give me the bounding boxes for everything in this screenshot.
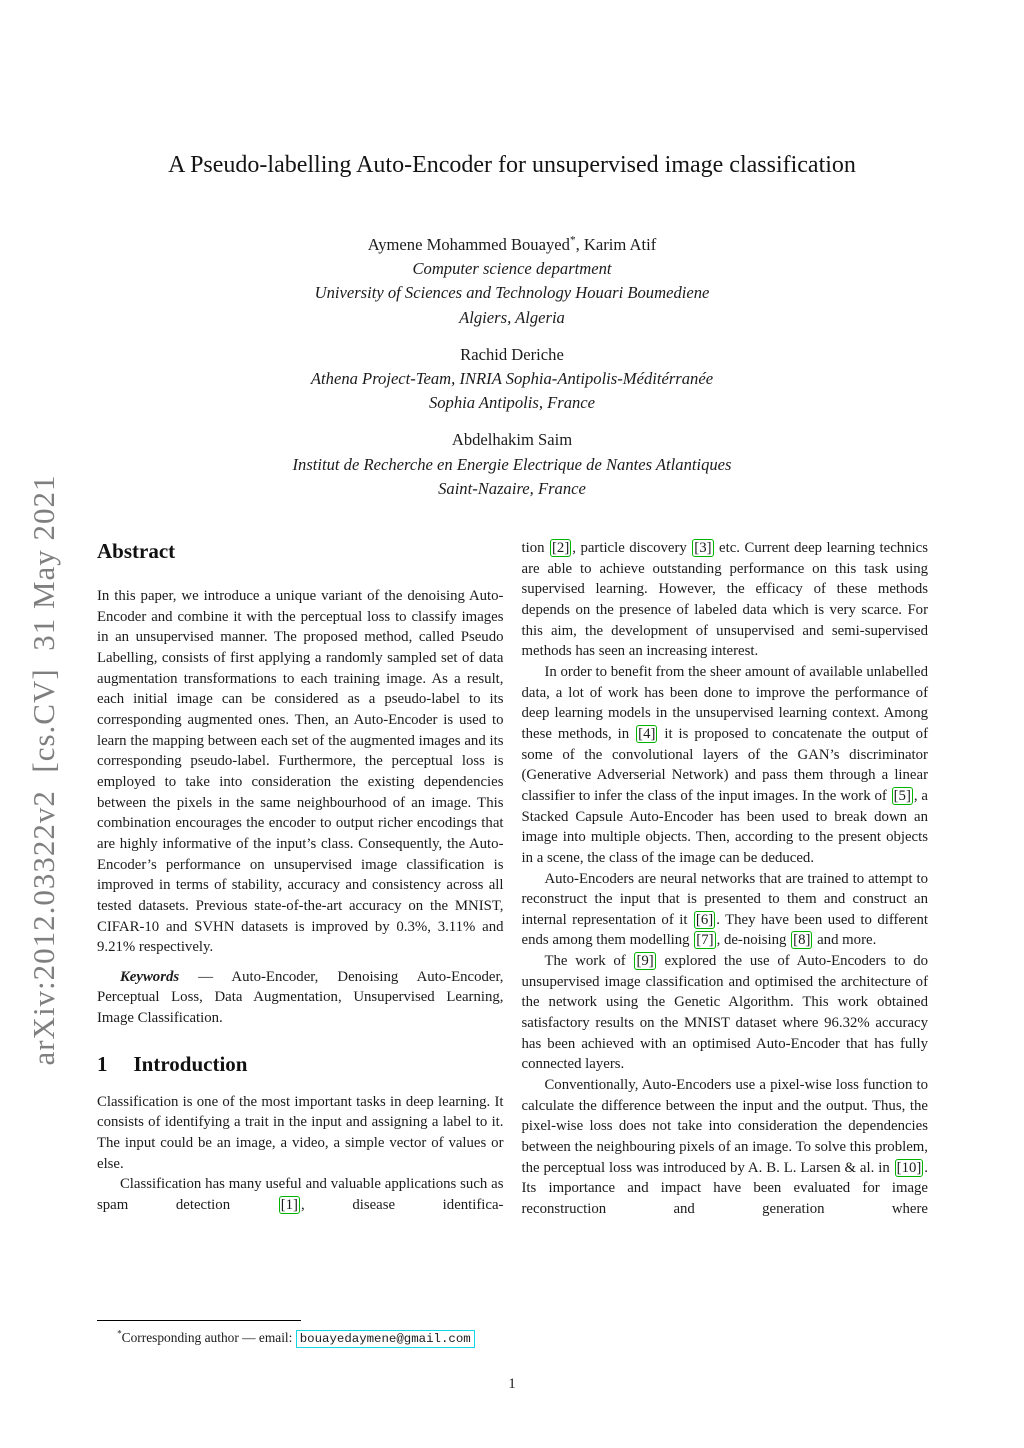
section-title: Introduction [133,1051,248,1076]
author-block [0,343,1024,416]
keywords-label: Keywords [119,968,180,985]
citation-link[interactable]: [6] [695,911,714,928]
footnote [97,1320,504,1349]
abstract-heading: Abstract [97,539,176,563]
author-block [0,428,1024,501]
author-affiliation-line: Algiers, Algeria [459,307,565,327]
citation-link[interactable]: [1] [280,1197,298,1214]
body-paragraph: Auto-Encoders are neural networks that are trained to attempt to reconstruct the input that is presented to them and construct an internal representation of it [6] . They have been used to different ends among them modelling [7] , de-noising [8] and more. [521,870,928,949]
author-affiliation-line: Computer science department [412,259,612,279]
citation-link[interactable]: [4] [638,725,656,742]
citation-link[interactable]: [10] [896,1159,922,1176]
column-left [97,538,504,1216]
citation-link[interactable]: [7] [696,932,714,949]
two-column-body [97,538,928,1220]
author-names: Abdelhakim Saim [451,430,573,450]
body-paragraph: Classification has many useful and valuable applications such as spam detection [1] , disease identifica- [97,1176,504,1214]
footnote-text [97,1328,504,1349]
author-names: Rachid Deriche [460,344,564,364]
citation-link[interactable]: [9] [636,953,654,970]
footnote-rule [97,1320,301,1321]
citation-link[interactable]: [8] [793,932,811,949]
author-affiliation-line: Institut de Recherche en Energie Electrique de Nantes Atlantiques [292,454,732,474]
author-affiliation-line: Sophia Antipolis, France [428,393,596,413]
body-paragraph: Conventionally, Auto-Encoders use a pixel-wise loss function to calculate the difference between the input and the output. Thus, the pixel-wise loss does not take into consideration the dependencies between the neighbouring pixels of an image. To solve this problem, the perceptual loss was introduced by A. B. L. Larsen & al. in [10] . Its importance and impact have been evaluated for image reconstruction and generation where [521,1077,928,1217]
superscript-mark: * [117,1328,122,1339]
abstract-text: In this paper, we introduce a unique variant of the denoising Auto-Encoder and combine it with the perceptual loss to classify images in an unsupervised manner. The proposed method, called Pseudo Labelling, consists of first applying a randomly sampled set of data augmentation transformations to each training image. As a result, each initial image can be considered as a pseudo-label to its corresponding augmented ones. Then, an Auto-Encoder is used to learn the mapping between each set of the augmented images and its corresponding pseudo-label. Furthermore, the perceptual loss is employed to take into consideration the existing dependencies between the pixels in the same neighbourhood of an image. This combination encourages the encoder to output richer encodings that are highly informative of the input’s class. Consequently, the Auto-Encoder’s performance on unsupervised image classification is improved in terms of stability, accuracy and consistency across all tested datasets. Previous state-of-the-art accuracy on the MNIST, CIFAR-10 and SVHN datasets is improved by 0.3%, 3.11% and 9.21% respectively. [97,588,504,956]
author-names: Aymene Mohammed Bouayed*, Karim Atif [367,234,657,254]
arxiv-watermark: arXiv:2012.03322v2 [cs.CV] 31 May 2021 [26,474,61,1066]
corresponding-email-link[interactable]: bouayedaymene@gmail.com [296,1330,475,1348]
author-block [0,233,1024,330]
citation-link[interactable]: [5] [893,787,911,804]
paper-title: A Pseudo-labelling Auto-Encoder for unsupervised image classification [168,152,856,178]
author-list [0,233,1024,514]
body-paragraph: Classification is one of the most important tasks in deep learning. It consists of identifying a trait in the input and assigning a label to it. The input could be an image, a video, a simple vector of values or else. [97,1093,504,1172]
author-affiliation-line: Athena Project-Team, INRIA Sophia-Antipolis-Méditérranée [310,369,714,389]
keywords-text: — Auto-Encoder, Denoising Auto-Encoder, Perceptual Loss, Data Augmentation, Unsupervised Learning, Image Classification. [97,968,504,1027]
body-paragraph: The work of [9] explored the use of Auto-Encoders to do unsupervised image classification and optimised the architecture of the network using the Genetic Algorithm. This work obtained satisfactory results on the MNIST dataset where 96.32% accuracy has been achieved with an optimised Auto-Encoder that has fully connected layers. [521,953,929,1073]
section-heading [97,1051,504,1077]
citation-link[interactable]: [3] [694,540,712,556]
page-number: 1 [508,1376,516,1392]
body-paragraph: tion [2] , particle discovery [3] etc. Current deep learning technics are able to achieve outstanding performance on this task using supervised learning. However, the efficacy of these methods depends on the presence of labeled data which is very scarce. For this aim, the development of unsupervised and semi-supervised methods has seen an increasing interest. [521,540,928,660]
body-paragraph: In order to benefit from the sheer amount of available unlabelled data, a lot of work has been done to improve the performance of deep learning models in the unsupervised learning context. Among these methods, in [4] it is proposed to concatenate the output of some of the convolutional layers of the GAN’s discriminator (Generative Adverserial Network) and pass them through a linear classifier to infer the class of the input images. In the work of [5] , a Stacked Capsule Auto-Encoder has been used to break down an image into multiple objects. Then, according to the present objects in a scene, the class of the image can be deduced. [521,663,928,866]
footnote-prefix: *Corresponding author — email: [117,1328,296,1345]
citation-link[interactable]: [2] [552,540,570,556]
column-right [522,538,929,1220]
keywords-paragraph [97,967,504,1029]
author-affiliation-line: University of Sciences and Technology Houari Boumediene [314,283,710,303]
superscript-mark: * [569,234,576,247]
section-number: 1 [97,1051,108,1076]
author-affiliation-line: Saint-Nazaire, France [438,478,586,498]
